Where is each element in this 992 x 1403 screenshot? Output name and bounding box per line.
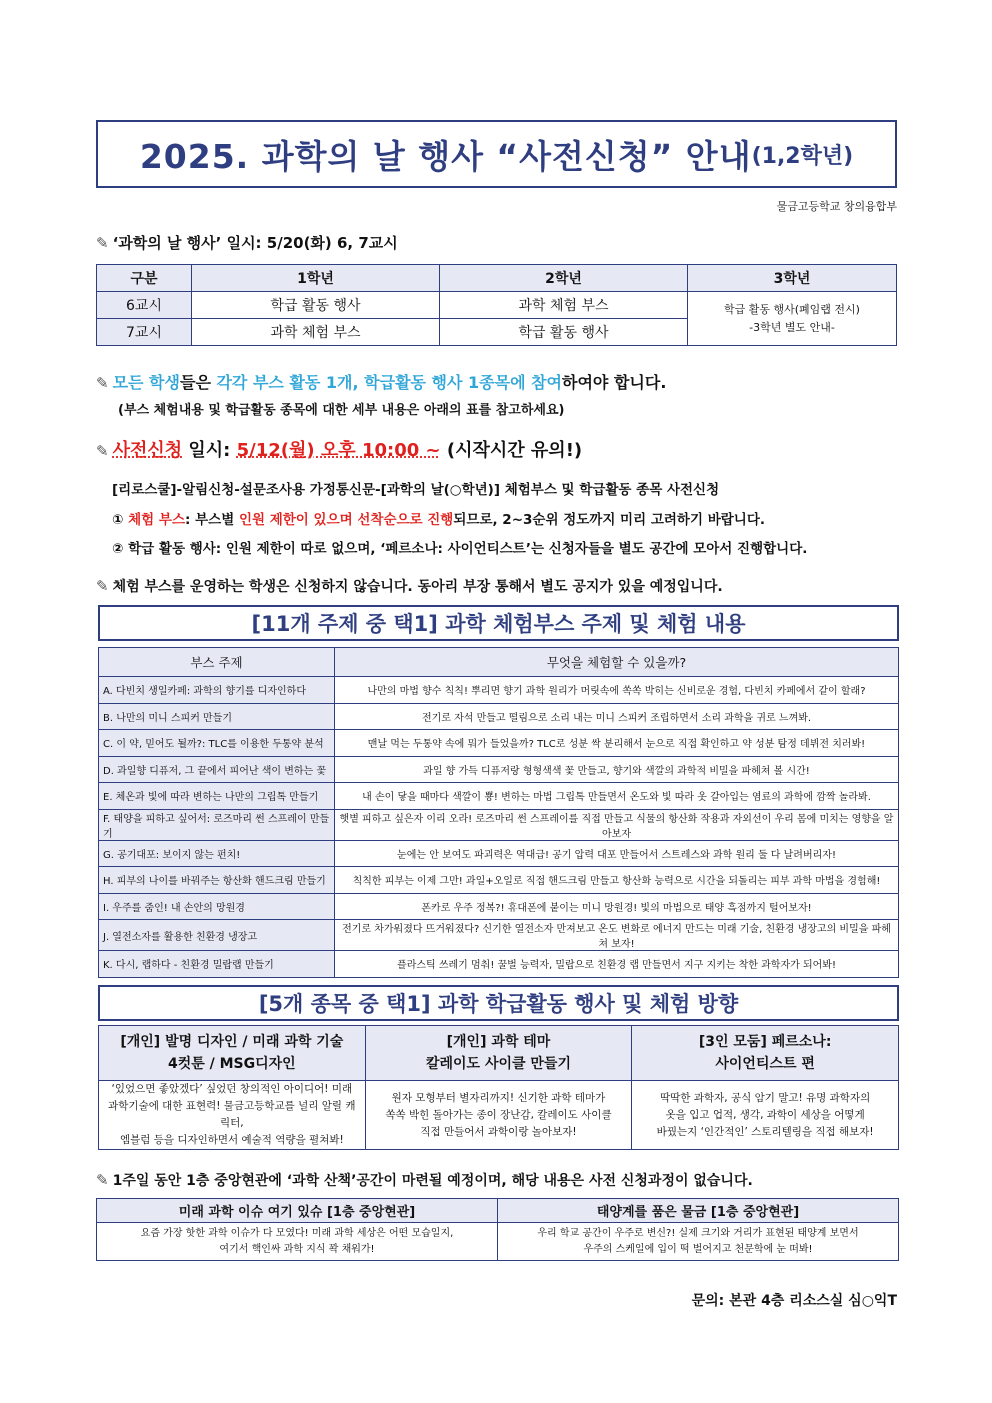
booth-desc: 칙칙한 피부는 이제 그만! 과일+오일로 직접 핸드크림 만들고 항산화 능력으로 시간을 되돌리는 피부 과학 마법을 경험해! xyxy=(335,867,899,894)
schedule-cell: 학급 활동 행사 xyxy=(192,292,440,319)
booth-note-line xyxy=(96,576,723,596)
space-desc xyxy=(498,1223,899,1261)
pre-registration-line xyxy=(96,436,582,462)
booth-topic: G. 공기대포: 보이지 않는 펀치! xyxy=(99,840,335,867)
space-title: 미래 과학 이슈 여기 있슈 [1층 중앙현관] xyxy=(97,1199,498,1223)
activity-table xyxy=(98,1025,899,1150)
booth-desc: 맨날 먹는 두통약 속에 뭐가 들었을까? TLC로 성분 싹 분리해서 눈으로 직접 확인하고 약 성분 탐정 데뷔전 치러봐! xyxy=(335,730,899,757)
booth-topic: E. 체온과 빛에 따라 변하는 나만의 그립톡 만들기 xyxy=(99,783,335,810)
activity-desc xyxy=(632,1081,899,1150)
activity-desc xyxy=(365,1081,632,1150)
activity-header-line: 사이언티스트 편 xyxy=(715,1056,815,1072)
notice-all-highlight: 모든 학생 xyxy=(112,373,180,392)
booth-topic: A. 다빈치 생일카페: 과학의 향기를 디자인하다 xyxy=(99,677,335,704)
schedule-row xyxy=(97,292,897,319)
pencil-icon: ✎ xyxy=(96,1171,109,1189)
space-header-row xyxy=(97,1199,899,1223)
booth-row xyxy=(99,783,899,810)
booth-desc: 전기로 자석 만들고 떨림으로 소리 내는 미니 스피커 조립하면서 소리 과학을 귀로 느껴봐. xyxy=(335,703,899,730)
rule-1-text: 되므로, 2~3순위 정도까지 미리 고려하기 바랍니다. xyxy=(453,512,765,528)
pencil-icon: ✎ xyxy=(96,234,109,252)
rule-1-limit: 인원 제한이 있으며 선착순으로 진행 xyxy=(238,512,454,528)
booth-topic: F. 태양을 피하고 싶어서: 로즈마리 썬 스프레이 만들기 xyxy=(99,809,335,840)
grade3-line2: -3학년 별도 안내- xyxy=(749,320,835,334)
page-subtitle: (1,2학년) xyxy=(751,143,854,169)
activity-header-row xyxy=(99,1026,899,1081)
activity-header-line: 칼레이도 사이클 만들기 xyxy=(425,1056,571,1072)
event-date-line xyxy=(96,232,398,253)
space-title: 태양계를 품은 물금 [1층 중앙현관] xyxy=(498,1199,899,1223)
booth-desc: 전기로 차가워졌다 뜨거워졌다? 신기한 열전소자 만져보고 온도 변화로 에너지 만드는 미래 기술, 친환경 냉장고의 비밀을 파헤쳐 보자! xyxy=(335,920,899,951)
booth-topic: D. 과일향 디퓨저, 그 끝에서 피어난 색이 변하는 꽃 xyxy=(99,756,335,783)
rule-1 xyxy=(112,508,765,528)
grade3-line1: 학급 활동 행사(폐임랩 전시) xyxy=(724,302,860,316)
notice-all-sub: (부스 체험내용 및 학급활동 종목에 대한 세부 내용은 아래의 표를 참고하세요) xyxy=(118,403,565,418)
schedule-header: 구분 xyxy=(97,265,192,292)
schedule-header: 1학년 xyxy=(192,265,440,292)
activity-header-line: [3인 모둠] 페르소나: xyxy=(698,1034,832,1050)
notice-all-text: 들은 xyxy=(179,373,217,392)
booth-desc: 내 손이 닿을 때마다 색깔이 뿅! 변하는 마법 그립톡 만들면서 온도와 빛 따라 옷 갈아입는 염료의 과학에 깜짝 놀라봐. xyxy=(335,783,899,810)
booth-desc: 과일 향 가득 디퓨저랑 형형색색 꽃 만들고, 향기와 색깔의 과학적 비밀을 파헤쳐 볼 시간! xyxy=(335,756,899,783)
booth-desc: 나만의 마법 향수 칙칙! 뿌리면 향기 과학 원리가 머릿속에 쏙쏙 박히는 신비로운 경험, 다빈치 카페에서 같이 할래? xyxy=(335,677,899,704)
registration-path: [리로스쿨]-알림신청-설문조사용 가정통신문-[과학의 날(○학년)] 체험부스 및 학급활동 종목 사전신청 xyxy=(112,482,720,498)
activity-desc-line: ‘있었으면 좋았겠다’ 싶었던 창의적인 아이디어! 미래 xyxy=(111,1083,353,1095)
booth-row xyxy=(99,867,899,894)
pre-registration-label: 사전신청 xyxy=(112,440,183,461)
rule-1-text: : 부스별 xyxy=(185,512,239,528)
week-note-line xyxy=(96,1170,753,1190)
schedule-table xyxy=(96,264,897,346)
booth-note: 체험 부스를 운영하는 학생은 신청하지 않습니다. 동아리 부장 통해서 별도 공지가 있을 예정입니다. xyxy=(112,579,723,595)
contact: 문의: 본관 4층 리소스실 심○익T xyxy=(691,1293,897,1309)
schedule-header: 2학년 xyxy=(440,265,688,292)
rule-1-num: ① xyxy=(112,512,129,528)
notice-all-text: 하여야 합니다. xyxy=(562,373,667,392)
activity-desc-line: 엠블럼 등을 디자인하면서 예술적 역량을 펼쳐봐! xyxy=(119,1134,344,1146)
space-desc-row xyxy=(97,1223,899,1261)
space-desc-line: 우리 학교 공간이 우주로 변신?! 실제 크기와 거리가 표현된 태양계 보면서 xyxy=(537,1227,859,1239)
schedule-header: 3학년 xyxy=(688,265,897,292)
space-desc-line: 우주의 스케일에 입이 떡 벌어지고 천문학에 눈 떠봐! xyxy=(583,1243,813,1255)
pencil-icon: ✎ xyxy=(96,442,109,460)
schedule-grade3-cell xyxy=(688,292,897,346)
booth-row xyxy=(99,951,899,978)
activity-desc-line: 원자 모형부터 별자리까지! 신기한 과학 테마가 xyxy=(391,1091,606,1104)
activity-header xyxy=(99,1026,366,1081)
booth-topic: C. 이 약, 믿어도 될까?: TLC를 이용한 두통약 분석 xyxy=(99,730,335,757)
activity-desc-line: 직접 만들어서 과학이랑 놀아보자! xyxy=(420,1125,577,1138)
activity-desc-line: 딱딱한 과학자, 공식 암기 말고! 유명 과학자의 xyxy=(660,1091,871,1104)
notice-all-line xyxy=(96,370,666,393)
booth-desc: 폰카로 우주 정복?! 휴대폰에 붙이는 미니 망원경! 빛의 마법으로 태양 흑점까지 털어보자! xyxy=(335,893,899,920)
schedule-cell: 과학 체험 부스 xyxy=(192,319,440,346)
event-date: ‘과학의 날 행사’ 일시: 5/20(화) 6, 7교시 xyxy=(112,234,398,252)
booth-header-row xyxy=(99,648,899,677)
booth-row xyxy=(99,809,899,840)
booth-row xyxy=(99,703,899,730)
booth-topic: J. 열전소자를 활용한 친환경 냉장고 xyxy=(99,920,335,951)
activity-header-line: 4컷툰 / MSG디자인 xyxy=(167,1056,296,1072)
booth-row xyxy=(99,677,899,704)
pencil-icon: ✎ xyxy=(96,577,109,595)
booth-topic: I. 우주를 줌인! 내 손안의 망원경 xyxy=(99,893,335,920)
activity-desc-line: 바꿨는지 ‘인간적인’ 스토리텔링을 직접 해보자! xyxy=(656,1125,874,1138)
pencil-icon: ✎ xyxy=(96,374,109,392)
booth-row xyxy=(99,893,899,920)
booth-row xyxy=(99,920,899,951)
pre-registration-tail: (시작시간 유의!) xyxy=(440,440,583,461)
activity-header xyxy=(365,1026,632,1081)
space-desc-line: 요즘 가장 핫한 과학 이슈가 다 모였다! 미래 과학 세상은 어떤 모습일지, xyxy=(140,1227,454,1239)
booth-row xyxy=(99,730,899,757)
activity-header xyxy=(632,1026,899,1081)
page-title: 2025. 과학의 날 행사 “사전신청” 안내 xyxy=(139,136,752,176)
activity-header-line: [개인] 발명 디자인 / 미래 과학 기술 xyxy=(120,1034,344,1050)
booth-topic: K. 다시, 랩하다 - 친환경 밀랍랩 만들기 xyxy=(99,951,335,978)
pre-registration-mid: 일시: xyxy=(182,440,237,461)
activity-section-title: [5개 종목 중 택1] 과학 학급활동 행사 및 체험 방향 xyxy=(98,985,899,1021)
pre-registration-date: 5/12(월) 오후 10:00 ~ xyxy=(236,440,441,461)
week-note: 1주일 동안 1층 중앙현관에 ‘과학 산책’공간이 마련될 예정이며, 해당 내용은 사전 신청과정이 없습니다. xyxy=(112,1173,753,1189)
notice-all-highlight: 각각 부스 활동 1개, 학급활동 행사 1종목에 참여 xyxy=(216,373,563,392)
activity-desc xyxy=(99,1081,366,1150)
booth-desc: 눈에는 안 보여도 파괴력은 역대급! 공기 압력 대포 만들어서 스트레스와 과학 원리 둘 다 날려버리자! xyxy=(335,840,899,867)
activity-header-line: [개인] 과학 테마 xyxy=(446,1034,551,1050)
booth-desc: 플라스틱 쓰레기 멈춰! 꿀벌 능력자, 밀랍으로 친환경 랩 만들면서 지구 지키는 착한 과학자가 되어봐! xyxy=(335,951,899,978)
schedule-cell: 학급 활동 행사 xyxy=(440,319,688,346)
booth-header-desc: 무엇을 체험할 수 있을까? xyxy=(335,648,899,677)
space-desc xyxy=(97,1223,498,1261)
booth-topic: B. 나만의 미니 스피커 만들기 xyxy=(99,703,335,730)
schedule-cell: 과학 체험 부스 xyxy=(440,292,688,319)
activity-desc-line: 쏙쏙 박힌 돌아가는 종이 장난감, 칼레이도 사이클 xyxy=(385,1108,612,1121)
booth-header-topic: 부스 주제 xyxy=(99,648,335,677)
activity-desc-row xyxy=(99,1081,899,1150)
booth-row xyxy=(99,756,899,783)
booth-topic: H. 피부의 나이를 바꿔주는 항산화 핸드크림 만들기 xyxy=(99,867,335,894)
booth-row xyxy=(99,840,899,867)
title-box xyxy=(96,120,897,188)
booth-desc: 햇볕 피하고 싶은자 이리 오라! 로즈마리 썬 스프레이를 직접 만들고 식물의 항산화 작용과 자외선이 우리 몸에 미치는 영향을 알아보자 xyxy=(335,809,899,840)
space-desc-line: 여기서 핵인싸 과학 지식 꽉 채워가! xyxy=(219,1243,375,1255)
schedule-period: 6교시 xyxy=(97,292,192,319)
activity-desc-line: 과학기술에 대한 표현력! 물금고등학교를 널리 알릴 캐릭터, xyxy=(108,1100,356,1129)
activity-desc-line: 옷을 입고 업적, 생각, 과학이 세상을 어떻게 xyxy=(665,1108,865,1121)
rule-2: ② 학급 활동 행사: 인원 제한이 따로 없으며, ‘페르소나: 사이언티스트’는 신청자들을 별도 공간에 모아서 진행합니다. xyxy=(112,541,808,557)
rule-1-booth: 체험 부스 xyxy=(128,512,186,528)
department: 물금고등학교 창의융합부 xyxy=(776,200,897,213)
space-table xyxy=(96,1198,899,1261)
schedule-period: 7교시 xyxy=(97,319,192,346)
schedule-header-row xyxy=(97,265,897,292)
booth-section-title: [11개 주제 중 택1] 과학 체험부스 주제 및 체험 내용 xyxy=(98,605,899,641)
booth-table xyxy=(98,647,899,978)
